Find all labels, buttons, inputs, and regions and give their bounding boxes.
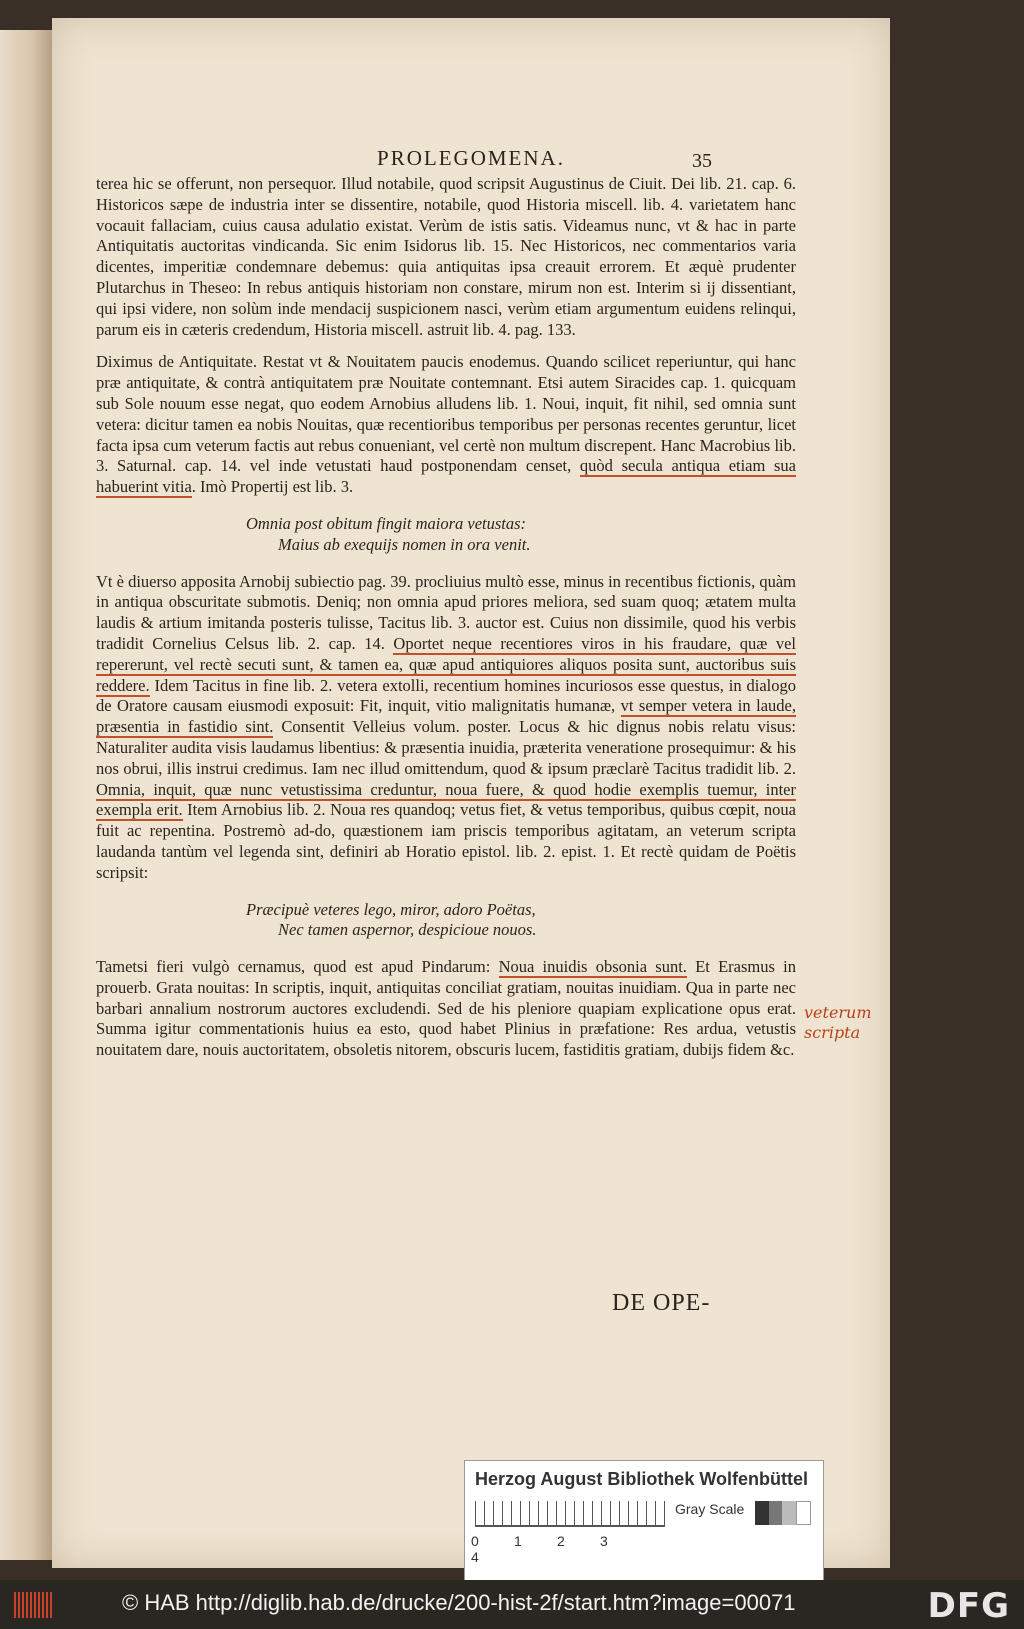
gray-scale-swatches <box>755 1501 811 1525</box>
verse-line: Præcipuè veteres lego, miror, adoro Poëtas, <box>246 899 536 919</box>
paragraph-1: terea hic se offerunt, non persequor. Illud notabile, quod scripsit Augustinus de Ciuit. Dei lib. 21. cap. 6. Historicos sæpe de industria inter se dissentire, notabile, quod Historia miscell. lib. 4. varietatem hanc vocauit fallaciam, cuius causa adulatio existat. Verùm de istis satis. Videamus nunc, vt & hac in parte Antiquitatis auctoritas vindicanda. Sic enim Isidorus lib. 15. Nec Historicos, nec commentarios varia dicentes, imperitiæ condemnare debemus: quia antiquitas ipsa creauit errorem. Et æquè prudenter Plutarchus in Theseo: In rebus antiquis historiam non constare, mirum non est. Interim si ij dissentiant, qui ipsi videre, non solùm inde mendacij suspicionem nasci, verùm etiam argumentum euidens relinqui, parum eis in cæteris credendum, Historia miscell. astruit lib. 4. pag. 133. <box>96 174 796 339</box>
ruler-number: 3 <box>600 1533 608 1549</box>
margin-annotation-line: scripta <box>804 1023 861 1042</box>
dfg-logo: DFG <box>927 1586 1010 1626</box>
ruler-number: 2 <box>557 1533 565 1549</box>
library-name: Herzog August Bibliothek Wolfenbüttel <box>475 1469 808 1489</box>
footer-copyright-url[interactable]: © HAB http://diglib.hab.de/drucke/200-hist-2f/start.htm?image=00071 <box>122 1590 796 1615</box>
paragraph-4-text: Et Erasmus in prouerb. Grata nouitas: In scriptis, inquit, antiquitas conciliat gratiam, nouitas inuidiam. Qua in parte nec barbari annalium nostrorum auctores excludendi. Sed de his pleniore quapiam explicatione opus erat. Summa igitur commentationis huius ea esto, quod habet Plinius in præfatione: Res ardua, vetustis nouitatem dare, nouis auctoritatem, obsoletis nitorem, obscuris lucem, fastiditis gratiam, dubijs fidem &c. <box>96 957 797 1060</box>
verse-line: Omnia post obitum fingit maiora vetustas: <box>246 513 527 533</box>
gray-scale-label: Gray Scale <box>675 1501 745 1517</box>
verse-line: Maius ab exequijs nomen in ora venit. <box>278 534 531 554</box>
paragraph-3-text: Consentit Velleius volum. poster. Locus & hic dignus nobis relatu visus: Naturaliter audita visis laudamus libentius: & præsentia inuidia, præterita veneratione prosequimur: & his nos obrui, illis instrui credimus. Iam nec illud omittendum, quod & ipsum præclarè Tacitus tradidit lib. 2. <box>96 717 797 778</box>
book-page <box>52 18 890 1568</box>
paragraph-3-text: Vt è diuerso apposita Arnobij subiectio pag. 39. procliuius multò esse, minus in recentibus fictionis, quàm in antiqua obscuritate submotis. Deniq; non omnia apud priores meliora, sed suam quoq; ætatem multa laudis & artium imitanda posteris tulisse, Tacitus lib. 3. auctor est. Cuius non dissimile, quod his verbis tradidit Cornelius Celsus lib. 2. cap. 14. <box>96 571 796 653</box>
underlined-quote: Omnia, inquit, quæ nunc vetustissima creduntur, noua fuere, & quod hodie exemplis tuemur, inter exempla erit. <box>96 779 796 820</box>
ruler-number: 0 <box>471 1533 479 1549</box>
body-text <box>96 174 796 1061</box>
paragraph-3-text: Idem Tacitus in fine lib. 2. vetera extolli, recentium homines incuriosos esse questus, in dialogo de Oratore causam eiusmodi exposuit: Fit, inquit, vitio malignitatis humanæ, <box>96 675 796 716</box>
paragraph-4 <box>96 957 796 1061</box>
footer-bar <box>0 1580 1024 1629</box>
color-reference-card <box>464 1460 824 1582</box>
paragraph-3-text: Item Arnobius lib. 2. Noua res quandoq; vetus fiet, & vetus temporibus, quibus cœpit, noua fuit ac repentina. Postremò ad-do, quæstionem iam priscis temporibus agitatam, an veterum scripta laudanda tantùm vel legenda sint, definiri ab Horatio epistol. lib. 2. epist. 1. Et rectè quidam de Poëtis scripsit: <box>96 800 796 882</box>
underlined-quote: Oportet neque recentiores viros in his fraudare, quæ vel repererunt, vel rectè secuti sunt, & tamen ea, quæ apud antiquiores aliquos posita sunt, auctoribus suis reddere. <box>96 633 796 695</box>
barcode-icon <box>14 1592 54 1618</box>
left-page-edge <box>0 30 53 1560</box>
paragraph-3 <box>96 572 796 884</box>
margin-annotation-line: veterum <box>804 1003 872 1022</box>
underlined-quote: quòd secula antiqua etiam sua habuerint vitia <box>96 456 796 497</box>
paragraph-2 <box>96 352 796 498</box>
paragraph-4-text: Tametsi fieri vulgò cernamus, quod est apud Pindarum: <box>96 957 491 977</box>
scale-ruler <box>475 1501 665 1527</box>
margin-annotation <box>804 1003 872 1043</box>
underlined-quote: Noua inuidis obsonia sunt. <box>498 957 687 977</box>
paragraph-2-text: Diximus de Antiquitate. Restat vt & Nouitatem paucis enodemus. Quando scilicet reperiuntur, qui hanc præ antiquitate, & contrà antiquitatem præ Nouitate contemnant. Etsi autem Siracides cap. 1. quicquam sub Sole nouum esse negat, quo eodem Arnobius alludens lib. 1. Noui, inquit, fit nihil, sed omnia sunt vetera: dicitur tamen ea nobis Nouitas, quæ recentioribus temporibus per personas recentes geruntur, licet facta ipsa cum veterum factis aut rebus conueniant, vel certè non multum discrepent. Hanc Macrobius lib. 3. Saturnal. cap. 14. vel inde vetustati haud postponendam censet, quòd secula antiqua etiam sua habuerint vitia. Imò Propertij est lib. 3. <box>96 352 796 497</box>
running-head: PROLEGOMENA. <box>377 146 565 170</box>
verse-poets <box>246 900 796 942</box>
ruler-number: 4 <box>471 1549 479 1565</box>
verse-line: Nec tamen aspernor, despicioue nouos. <box>278 920 537 940</box>
underlined-quote: vt semper vetera in laude, præsentia in fastidio sint. <box>96 696 796 737</box>
page-number: 35 <box>692 150 712 172</box>
ruler-numbers <box>471 1533 671 1565</box>
ruler-number: 1 <box>514 1533 522 1549</box>
catchword: DE OPE- <box>612 1290 711 1316</box>
verse-propertius <box>246 514 796 556</box>
